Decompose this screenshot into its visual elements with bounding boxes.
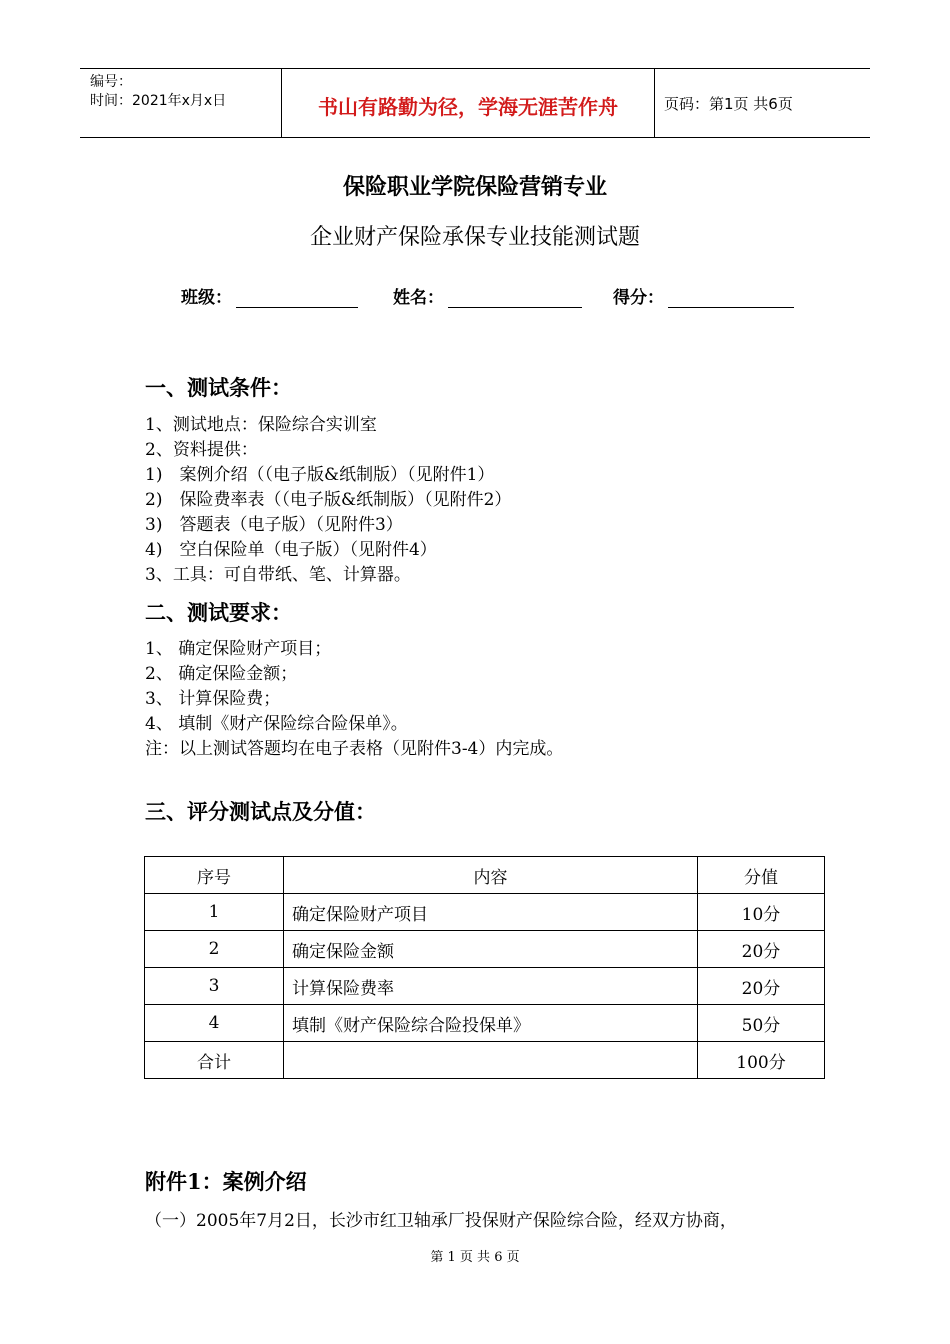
class-field (181, 283, 358, 308)
appendix-heading: 附件1：案例介绍 (145, 1169, 307, 1194)
list-item: 2) 保险费率表（（电子版&纸制版）（见附件2） (145, 490, 512, 510)
document-title: 保险职业学院保险营销专业 (342, 175, 607, 200)
column-header: 分值 (698, 857, 825, 894)
table-header-row (145, 857, 825, 894)
list-item: 1、 确定保险财产项目； (145, 639, 332, 659)
page-header (80, 68, 870, 138)
table-cell: 填制《财产保险综合险投保单》 (284, 1005, 698, 1042)
table-cell: 确定保险财产项目 (284, 894, 698, 931)
time-label: 时间：2021年x月x日 (90, 93, 227, 109)
table-cell: 2 (145, 931, 284, 968)
score-blank (668, 287, 794, 308)
list-item: 3、工具：可自带纸、笔、计算器。 (145, 565, 411, 585)
class-blank (236, 287, 358, 308)
section-heading: 一、测试条件： (145, 376, 292, 400)
list-item: 2、 确定保险金额； (145, 664, 298, 684)
header-meta (90, 73, 226, 111)
column-header: 内容 (284, 857, 698, 894)
appendix-paragraph: （一）2005年7月2日，长沙市红卫轴承厂投保财产保险综合险，经双方协商， (145, 1211, 737, 1231)
header-divider (654, 69, 655, 137)
section-heading: 三、评分测试点及分值： (145, 800, 376, 824)
table-cell: 合计 (145, 1042, 284, 1079)
header-motto: 书山有路勤为径，学海无涯苦作舟 (318, 95, 618, 119)
table-cell: 确定保险金额 (284, 931, 698, 968)
column-header: 序号 (145, 857, 284, 894)
name-blank (448, 287, 582, 308)
table-cell: 20分 (698, 931, 825, 968)
header-page-info: 页码：第1页 共6页 (664, 95, 793, 113)
list-item: 3) 答题表（电子版）（见附件3） (145, 515, 403, 535)
serial-label: 编号： (90, 74, 132, 90)
class-label: 班级： (181, 288, 232, 308)
table-row (145, 894, 825, 931)
note-line: 注：以上测试答题均在电子表格（见附件3-4）内完成。 (145, 739, 564, 759)
list-item: 1) 案例介绍（（电子版&纸制版）（见附件1） (145, 465, 495, 485)
list-item: 1、测试地点：保险综合实训室 (145, 415, 377, 435)
table-row (145, 1005, 825, 1042)
table-cell: 20分 (698, 968, 825, 1005)
table-row-total (145, 1042, 825, 1079)
name-label: 姓名： (393, 288, 444, 308)
list-item: 4) 空白保险单（电子版）（见附件4） (145, 540, 437, 560)
table-cell: 10分 (698, 894, 825, 931)
page-footer: 第 1 页 共 6 页 (430, 1250, 520, 1265)
list-item: 3、 计算保险费； (145, 689, 281, 709)
table-cell: 4 (145, 1005, 284, 1042)
list-item: 2、资料提供： (145, 440, 258, 460)
table-cell: 100分 (698, 1042, 825, 1079)
table-cell: 3 (145, 968, 284, 1005)
table-cell: 计算保险费率 (284, 968, 698, 1005)
table-cell: 50分 (698, 1005, 825, 1042)
table-row (145, 931, 825, 968)
document-subtitle: 企业财产保险承保专业技能测试题 (309, 225, 640, 250)
score-field (613, 283, 794, 308)
score-label: 得分： (613, 288, 664, 308)
table-cell (284, 1042, 698, 1079)
section-heading: 二、测试要求： (145, 601, 292, 625)
name-field (393, 283, 582, 308)
table-cell: 1 (145, 894, 284, 931)
score-table (144, 856, 825, 1079)
list-item: 4、 填制《财产保险综合险保单》。 (145, 714, 408, 734)
table-row (145, 968, 825, 1005)
